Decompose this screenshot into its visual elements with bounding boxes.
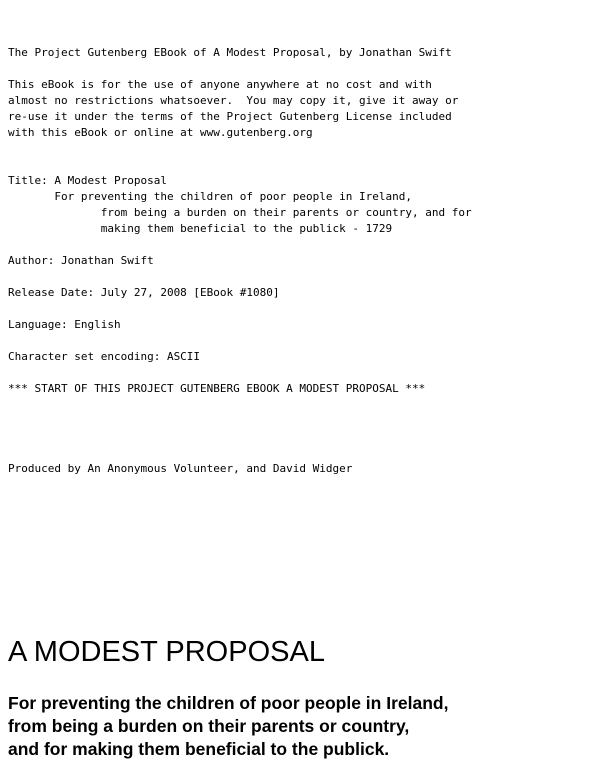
header-line: Title: A Modest Proposal [8, 174, 167, 187]
subtitle-line: For preventing the children of poor people in Ireland, [8, 693, 449, 713]
subtitle-line: and for making them beneficial to the publick. [8, 739, 390, 759]
header-line [8, 61, 472, 77]
header-line [8, 445, 472, 461]
header-line: Produced by An Anonymous Volunteer, and David Widger [8, 462, 353, 475]
header-line: from being a burden on their parents or country, and for [8, 206, 472, 219]
header-line: Language: English [8, 318, 121, 331]
page-subtitle [8, 692, 448, 761]
header-line: For preventing the children of poor people in Ireland, [8, 190, 412, 203]
header-line: Author: Jonathan Swift [8, 254, 154, 267]
header-line [8, 157, 472, 173]
header-line: making them beneficial to the publick - 1729 [8, 222, 393, 235]
header-line [8, 301, 472, 317]
header-line [8, 413, 472, 429]
gutenberg-header [8, 45, 472, 477]
header-line [8, 397, 472, 413]
header-line: Character set encoding: ASCII [8, 350, 201, 363]
header-line: with this eBook or online at www.gutenberg.org [8, 126, 313, 139]
header-line [8, 429, 472, 445]
header-line: Release Date: July 27, 2008 [EBook #1080] [8, 286, 280, 299]
header-line: *** START OF THIS PROJECT GUTENBERG EBOOK A MODEST PROPOSAL *** [8, 382, 426, 395]
header-line: The Project Gutenberg EBook of A Modest Proposal, by Jonathan Swift [8, 46, 452, 59]
header-line: almost no restrictions whatsoever. You may copy it, give it away or [8, 94, 459, 107]
header-line [8, 237, 472, 253]
header-line [8, 269, 472, 285]
header-line: re-use it under the terms of the Project Gutenberg License included [8, 110, 452, 123]
page-title: A MODEST PROPOSAL [8, 636, 325, 668]
header-line [8, 365, 472, 381]
subtitle-line: from being a burden on their parents or country, [8, 716, 410, 736]
header-line [8, 333, 472, 349]
header-line [8, 141, 472, 157]
header-line: This eBook is for the use of anyone anywhere at no cost and with [8, 78, 432, 91]
